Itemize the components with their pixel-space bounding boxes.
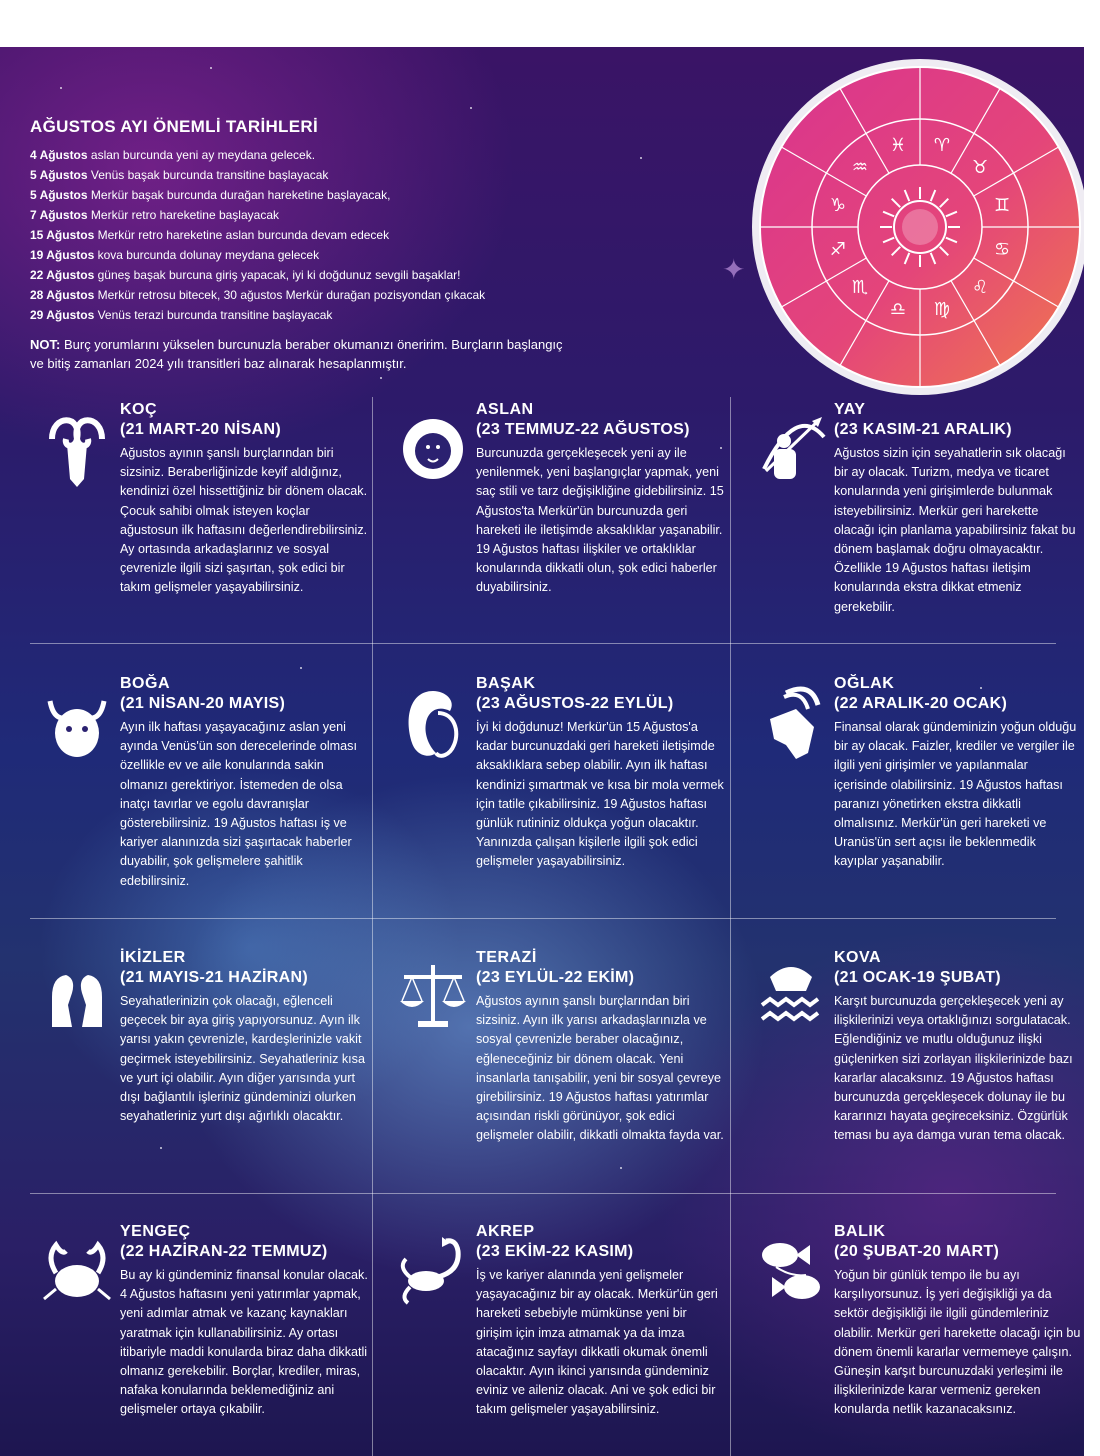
date-label: 5 Ağustos: [30, 188, 88, 202]
zodiac-symbol: ♌: [972, 277, 989, 299]
date-text: Merkür başak burcunda durağan hareketine başlayacak,: [90, 188, 391, 202]
sign-name: ASLAN: [476, 401, 534, 418]
libra-scales-icon: [398, 957, 468, 1037]
date-label: 22 Ağustos: [30, 268, 95, 282]
sign-text: İyi ki doğdunuz! Merkür'ün 15 Ağustos'a kadar burcunuzdaki geri hareketi iletişimde aksaklıklara sebep olabilir. Ayın ilk haftası kendinizi şımartmak ve kısa bir mola vermek için tatile çıkabilirsiniz. 19 Ağustos haftası günlük rutininiz oldukça yoğun olacaktır. Yanınızda çalışan kişilerle ilgili şok edici gelişmeler yaşayabilirsiniz.: [476, 720, 724, 869]
aries-ram-icon: [42, 409, 112, 489]
sign-date-range: (21 NİSAN-20 MAYIS): [120, 695, 286, 712]
date-text: aslan burcunda yeni ay meydana gelecek.: [90, 148, 316, 162]
date-label: 4 Ağustos: [30, 148, 88, 162]
dates-title: AĞUSTOS AYI ÖNEMLİ TARİHLERİ: [30, 117, 318, 136]
sign-name: KOÇ: [120, 401, 158, 418]
sign-card: [32, 945, 372, 1217]
aquarius-water-bearer-icon: [756, 957, 826, 1037]
zodiac-symbol: ♈: [933, 134, 951, 156]
sign-date-range: (21 MART-20 NİSAN): [120, 421, 281, 438]
date-item: [30, 305, 730, 325]
date-item: [30, 245, 730, 265]
date-label: 29 Ağustos: [30, 308, 95, 322]
date-text: güneş başak burcuna giriş yapacak, iyi ki doğdunuz sevgili başaklar!: [97, 268, 461, 282]
scorpio-scorpion-icon: [398, 1231, 468, 1311]
sign-name: AKREP: [476, 1223, 535, 1240]
cancer-crab-icon: [42, 1231, 112, 1311]
zodiac-symbol: ♎: [889, 299, 907, 321]
date-text: Venüs başak burcunda transitine başlayacak: [90, 168, 329, 182]
sign-text: Ayın ilk haftası yaşayacağınız aslan yeni ayında Venüs'ün son derecelerinde olması özellikle ev ve aile konularında sakin olmanızı gerektiriyor. İstemeden de olsa inatçı tavırlar ve egolu davranışlar gösterebilirsiniz. 19 Ağustos haftası iş ve kariyer alanınızda sizi şaşırtacak haberler duyabilir, şok gelişmelere şahitlik edebilirsiniz.: [120, 720, 357, 888]
date-item: [30, 285, 730, 305]
sign-card: [388, 945, 728, 1217]
zodiac-symbol: ♋: [994, 238, 1011, 260]
date-text: Venüs terazi burcunda transitine başlayacak: [97, 308, 333, 322]
sign-card: [388, 397, 728, 669]
sign-date-range: (23 EKİM-22 KASIM): [476, 1243, 634, 1260]
zodiac-wheel-icon: [750, 57, 1084, 397]
sign-name: KOVA: [834, 949, 882, 966]
date-text: Merkür retro hareketine aslan burcunda devam edecek: [97, 228, 390, 242]
date-item: [30, 265, 730, 285]
sign-name: YAY: [834, 401, 866, 418]
date-label: 19 Ağustos: [30, 248, 95, 262]
sign-text: Karşıt burcunuzda gerçekleşecek yeni ay ilişkilerinizi veya ortaklığınızı sorgulatacak. Eğlendiğiniz ve mutlu olduğunuz ilişki güçlenirken sizi zorlayan ilişkilerinizde bazı kararlar alacaksınız. 19 Ağustos haftası burcunuzda gerçekleşecek dolunay ile bu kararınızı hayata geçireceksiniz. Özgürlük teması bu aya damga vuran tema olacak.: [834, 994, 1073, 1143]
sign-text: Ağustos ayının şanslı burçlarından biri sizsiniz. Ayın ilk yarısı arkadaşlarınızla ve sosyal çevrenizle beraber olacağınız, eğleneceğiniz bir dönem olacak. Yeni insanlarla tanışabilir, yeni bir sosyal çevreye girebilirsiniz. 19 Ağustos haftası yatırımlar açısından riskli görünüyor, şok edici gelişmeler olabilir, dikkatli olmakta fayda var.: [476, 994, 724, 1143]
date-label: 5 Ağustos: [30, 168, 88, 182]
sign-card: [32, 397, 372, 669]
zodiac-symbol: ♒: [851, 156, 868, 178]
date-text: Merkür retro hareketine başlayacak: [90, 208, 279, 222]
sparkle-icon: ✦: [722, 254, 746, 285]
sign-card: [746, 945, 1084, 1217]
taurus-bull-icon: [42, 683, 112, 763]
horoscope-page: [0, 47, 1084, 1456]
sign-date-range: (23 TEMMUZ-22 AĞUSTOS): [476, 421, 690, 438]
leo-lion-icon: [398, 409, 468, 489]
date-item: [30, 205, 730, 225]
capricorn-goat-icon: [756, 683, 826, 763]
sign-text: Bu ay ki gündeminiz finansal konular olacak. 4 Ağustos haftasını yeni yatırımlar yapmak, yeni adımlar atmak ve kazanç kaynakları yaratmak için kullanabilirsiniz. Ay ortası itibariyle maddi konularda biraz daha dikkatli olmanız gerekebilir. Borçlar, krediler, miras, nafaka konularında beklemediğiniz ani gelişmeler ortaya çıkabilir.: [120, 1268, 368, 1417]
date-label: 15 Ağustos: [30, 228, 95, 242]
zodiac-symbol: ♏: [851, 277, 868, 299]
sign-card: [388, 671, 728, 943]
sign-text: Ağustos sizin için seyahatlerin sık olacağı bir ay olacak. Turizm, medya ve ticaret konularında yeni girişimlerde bulunmak isteyebilirsiniz. Merkür geri harekette olacağı için planlama yapabilirsiniz fakat bu dönem başlamak doğru olmayacaktır. Özellikle 19 Ağustos haftası iletişim konularında ekstra dikkat etmeniz gerekebilir.: [834, 446, 1076, 614]
zodiac-symbol: ♐: [829, 238, 846, 260]
important-dates: [30, 117, 730, 373]
sign-name: TERAZİ: [476, 949, 537, 966]
sign-card: [388, 1219, 728, 1456]
sign-card: [746, 1219, 1084, 1456]
sign-text: Yoğun bir günlük tempo ile bu ayı karşılıyorsunuz. İş yeri değişikliği ya da sektör değişikliği ile ilgili gündemleriniz olabilir. Merkür geri harekette olacağı için bu dönem önemli kararlar vermemeye çalışın. Güneşin karşıt burcunuzdaki yerleşimi ile ilişkilerinizde karar vermeniz gereken konularda netlik kazanacaksınız.: [834, 1268, 1081, 1417]
sign-card: [32, 671, 372, 943]
sign-name: BOĞA: [120, 675, 170, 692]
sign-name: BALIK: [834, 1223, 886, 1240]
sign-date-range: (21 OCAK-19 ŞUBAT): [834, 969, 1001, 986]
sign-text: Burcunuzda gerçekleşecek yeni ay ile yenilenmek, yeni başlangıçlar yapmak, yeni saç stili ve tarz değişikliğine gidebilirsiniz. 15 Ağustos'ta Merkür'ün burcunuzda geri hareketi ile iletişimde aksaklıklar yaşanabilir. 19 Ağustos haftası ilişkiler ve ortaklıklar konularında dikkatli olun, şok edici haberler duyabilirsiniz.: [476, 446, 724, 595]
zodiac-symbol: ♓: [889, 134, 907, 156]
sign-date-range: (20 ŞUBAT-20 MART): [834, 1243, 1000, 1260]
sign-card: [746, 397, 1084, 669]
note-label: NOT:: [30, 337, 61, 352]
sign-card: [32, 1219, 372, 1456]
sign-text: Ağustos ayının şanslı burçlarından biri sizsiniz. Beraberliğinizde keyif aldığınız, kendinizi özel hissettiğiniz bir dönem olacak. Çocuk sahibi olmak isteyen koçlar ağustosun ilk haftasını değerlendirebilirsiniz. Ay ortasında arkadaşlarınız ve sosyal çevrenizle ilgili sizi şaşırtan, şok edici bir takım gelişmeler yaşayabilirsiniz.: [120, 446, 368, 595]
date-item: [30, 145, 730, 165]
zodiac-symbol: ♊: [994, 195, 1011, 217]
sign-date-range: (23 KASIM-21 ARALIK): [834, 421, 1012, 438]
pisces-fish-icon: [756, 1231, 826, 1311]
sign-date-range: (22 ARALIK-20 OCAK): [834, 695, 1008, 712]
sign-text: İş ve kariyer alanında yeni gelişmeler yaşayacağınız bir ay olacak. Merkür'ün geri hareketi sebebiyle mümkünse yeni bir girişim için imza atmamak ya da imza atacağınız sayfayı dikkatli okumak önemli olacaktır. Ayın ikinci yarısında gündeminiz eviniz ve aileniz olacak. Ani ve şok edici bir takım gelişmeler yaşayabilirsiniz.: [476, 1268, 718, 1417]
note-text: Burç yorumlarını yükselen burcunuzla beraber okumanızı öneririm. Burçların başlangıç ve bitiş zamanları 2024 yılı transitleri baz alınarak hesaplanmıştır.: [30, 337, 563, 371]
zodiac-symbol: ♑: [829, 195, 846, 217]
date-text: Merkür retrosu bitecek, 30 ağustos Merkür durağan pozisyondan çıkacak: [97, 288, 486, 302]
date-item: [30, 165, 730, 185]
sign-name: İKİZLER: [120, 949, 186, 966]
sign-name: YENGEÇ: [120, 1223, 191, 1240]
sign-text: Seyahatlerinizin çok olacağı, eğlenceli geçecek bir aya giriş yapıyorsunuz. Ayın ilk yarısı yakın çevrenizle, kardeşlerinizle vakit geçirmek isteyebilirsiniz. Seyahatleriniz kısa ve yurt içi olabilir. Ayın diğer yarısında yurt dışı bağlantılı işleriniz gündeminizi olurken seyahatleriniz yurt dışı ağırlıklı olacaktır.: [120, 994, 365, 1124]
sign-card: [746, 671, 1084, 943]
sign-date-range: (23 AĞUSTOS-22 EYLÜL): [476, 695, 674, 712]
sign-date-range: (21 MAYIS-21 HAZİRAN): [120, 969, 308, 986]
sagittarius-archer-icon: [756, 409, 826, 489]
virgo-maiden-icon: [398, 683, 468, 763]
zodiac-symbol: ♉: [972, 156, 989, 178]
date-item: [30, 225, 730, 245]
sign-date-range: (22 HAZİRAN-22 TEMMUZ): [120, 1243, 328, 1260]
date-label: 7 Ağustos: [30, 208, 88, 222]
sign-date-range: (23 EYLÜL-22 EKİM): [476, 969, 635, 986]
dates-list: [30, 145, 730, 325]
sign-text: Finansal olarak gündeminizin yoğun olduğu bir ay olacak. Faizler, krediler ve vergiler ile ilgili yeni girişimler ve yapılanmalar içerisinde olabilirsiniz. 19 Ağustos haftası paranızı yönetirken ekstra dikkatli olmalısınız. Merkür'ün geri hareketi ve Uranüs'ün sert açısı ile beklenmedik kayıplar yaşanabilir.: [834, 720, 1077, 869]
date-label: 28 Ağustos: [30, 288, 95, 302]
note: [30, 335, 570, 373]
date-text: kova burcunda dolunay meydana gelecek: [97, 248, 320, 262]
sign-name: OĞLAK: [834, 675, 895, 692]
zodiac-symbol: ♍: [933, 299, 951, 321]
gemini-twins-icon: [42, 957, 112, 1037]
date-item: [30, 185, 730, 205]
sign-name: BAŞAK: [476, 675, 536, 692]
